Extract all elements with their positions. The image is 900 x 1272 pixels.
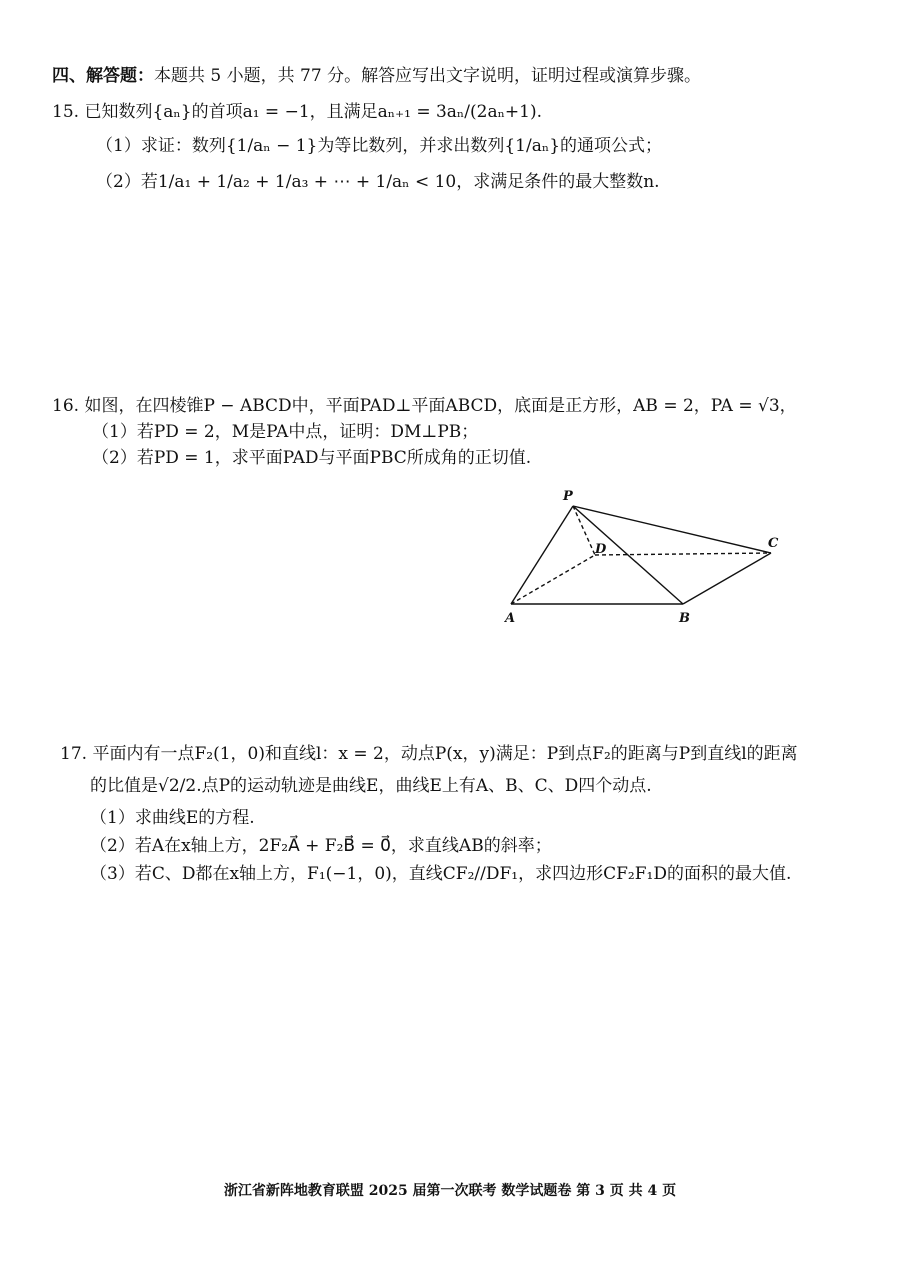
label-B: B <box>679 611 690 626</box>
problem-17-stem-2: 的比值是√2/2.点P的运动轨迹是曲线E，曲线E上有A、B、C、D四个动点. <box>90 776 652 796</box>
label-A: A <box>505 611 516 626</box>
edge-PB <box>573 506 683 604</box>
problem-17-stem-1 <box>60 742 798 766</box>
page-footer: 浙江省新阵地教育联盟 2025 届第一次联考 数学试题卷 第 3 页 共 4 页 <box>223 1183 677 1199</box>
section-header <box>52 64 701 88</box>
edge-DC <box>595 553 771 555</box>
problem-15-part-1: （1）求证：数列{1/aₙ − 1}为等比数列，并求出数列{1/aₙ}的通项公式； <box>96 136 663 156</box>
problem-17-part-3: （3）若C、D都在x轴上方，F₁(−1，0)，直线CF₂//DF₁，求四边形CF₂F₁D的面积的最大值. <box>90 864 792 884</box>
edge-BC <box>683 553 771 604</box>
problem-number: 17. <box>60 744 88 764</box>
section-heading: 四、解答题： <box>52 66 154 86</box>
label-P: P <box>563 489 573 504</box>
problem-17-part-1: （1）求曲线E的方程. <box>90 808 255 828</box>
section-intro: 本题共 5 小题，共 77 分。解答应写出文字说明，证明过程或演算步骤。 <box>154 66 702 86</box>
problem-15-part-2: （2）若1/a₁ + 1/a₂ + 1/a₃ + ⋯ + 1/aₙ < 10，求满足条件的最大整数n. <box>96 172 660 192</box>
problem-number: 15. <box>52 102 80 122</box>
label-D: D <box>595 542 607 557</box>
problem-16-stem <box>52 394 797 418</box>
edge-PA <box>511 506 573 604</box>
edge-AD <box>511 555 595 604</box>
problem-16-part-1: （1）若PD = 2，M是PA中点，证明：DM⊥PB； <box>92 422 479 442</box>
problem-number: 16. <box>52 396 80 416</box>
problem-17-part-2: （2）若A在x轴上方，2F₂A⃗ + F₂B⃗ = 0⃗，求直线AB的斜率； <box>90 836 552 856</box>
label-C: C <box>768 536 779 551</box>
problem-16-part-2: （2）若PD = 1，求平面PAD与平面PBC所成角的正切值. <box>92 448 532 468</box>
problem-stem: 已知数列{aₙ}的首项a₁ = −1，且满足aₙ₊₁ = 3aₙ/(2aₙ+1). <box>84 102 543 122</box>
edge-PD <box>573 506 595 555</box>
pyramid-figure <box>495 480 795 630</box>
problem-15-stem <box>52 100 542 124</box>
problem-stem: 如图，在四棱锥P − ABCD中，平面PAD⊥平面ABCD，底面是正方形，AB = 2，PA = √3， <box>84 396 797 416</box>
problem-stem: 平面内有一点F₂(1，0)和直线l：x = 2，动点P(x，y)满足：P到点F₂的距离与P到直线l的距离 <box>92 744 798 764</box>
